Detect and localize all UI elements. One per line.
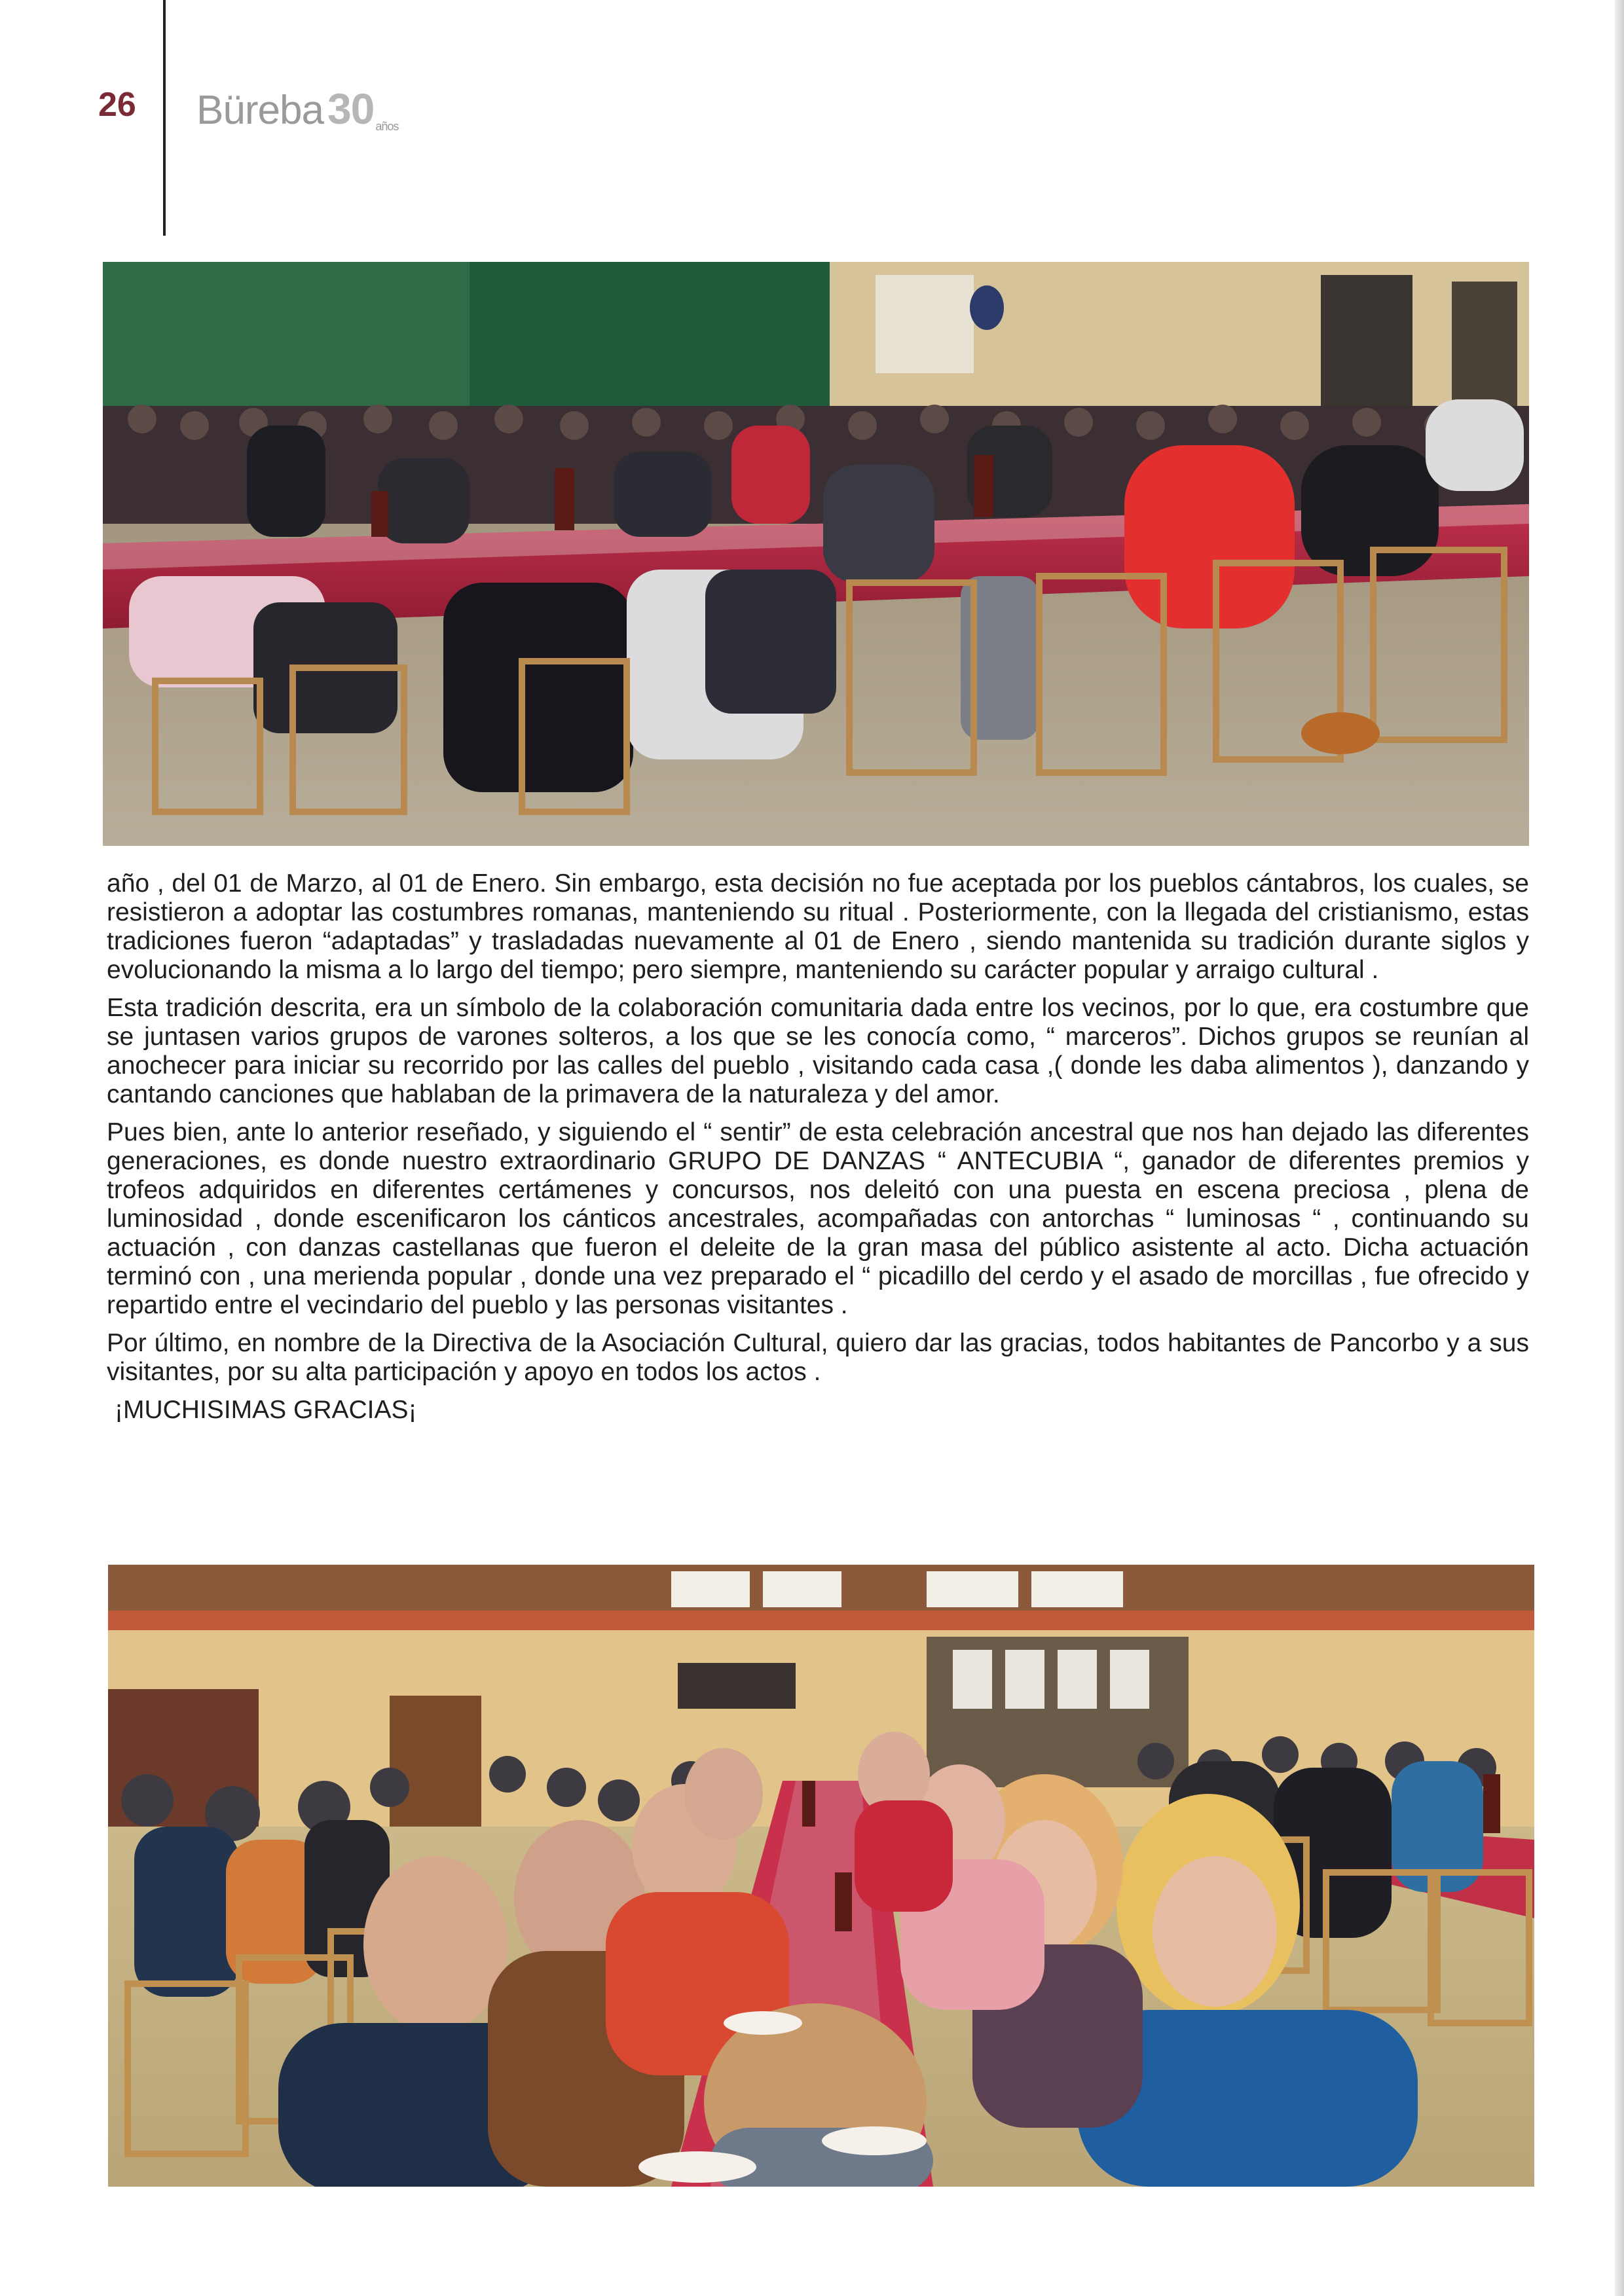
page-edge-shadow xyxy=(1615,0,1624,2296)
article-paragraph: Por último, en nombre de la Directiva de la Asociación Cultural, quiero dar las gracias, todos habitantes de Pancorbo y a sus visitantes, por su alta participación y apoyo en todos los actos . xyxy=(107,1329,1529,1386)
masthead-title: Büreba xyxy=(196,88,323,133)
masthead-issue-small: años xyxy=(375,120,399,133)
article-paragraph: Pues bien, ante lo anterior reseñado, y siguiendo el “ sentir” de esta celebración ancestral que nos han dejado las diferentes generaciones, es donde nuestro extraordinario GRUPO DE DANZAS “ ANTECUBIA “, ganador de diferentes premios y trofeos adquiridos en diferentes certámenes y concursos, nos deleitó con una puesta en escena preciosa , plena de luminosidad , donde escenificaron los cánticos ancestrales, acompañadas con antorchas “ luminosas “ , continuando su actuación , con danzas castellanas que fueron el deleite de la gran masa del público asistente al acto. Dicha actuación terminó con , una merienda popular , donde una vez preparado el “ picadillo del cerdo y el asado de morcillas , fue ofrecido y repartido entre el vecindario del pueblo y las personas visitantes . xyxy=(107,1118,1529,1319)
photo-diners-at-long-table-icon xyxy=(108,1565,1534,2187)
photo-communal-meal-sports-hall xyxy=(103,262,1529,846)
masthead-issue-mark: 30 xyxy=(327,84,375,133)
photo-communal-meal-sports-hall-icon xyxy=(103,262,1529,846)
article-paragraph: Esta tradición descrita, era un símbolo de la colaboración comunitaria dada entre los vecinos, por lo que, era costumbre que se juntasen varios grupos de varones solteros, a los que se les conocía como, “ marceros”. Dichos grupos se reunían al anochecer para iniciar su recorrido por las calles del pueblo , visitando cada casa ,( donde les daba alimentos ), danzando y cantando canciones que hablaban de la primavera de la naturaleza y del amor. xyxy=(107,994,1529,1108)
article-body xyxy=(107,869,1529,1434)
article-paragraph: año , del 01 de Marzo, al 01 de Enero. Sin embargo, esta decisión no fue aceptada por los pueblos cántabros, los cuales, se resistieron a adoptar las costumbres romanas, manteniendo su ritual . Posteriormente, con la llegada del cristianismo, estas tradiciones fueron “adaptadas” y trasladadas nuevamente al 01 de Enero , siendo mantenida su tradición durante siglos y evolucionando la misma a lo largo del tiempo; pero siempre, manteniendo su carácter popular y arraigo cultural . xyxy=(107,869,1529,984)
photo-diners-at-long-table xyxy=(108,1565,1534,2187)
article-closing: ¡MUCHISIMAS GRACIAS¡ xyxy=(115,1396,417,1424)
publication-masthead xyxy=(196,84,398,134)
page-number: 26 xyxy=(98,86,136,124)
header-divider-line xyxy=(163,0,166,236)
